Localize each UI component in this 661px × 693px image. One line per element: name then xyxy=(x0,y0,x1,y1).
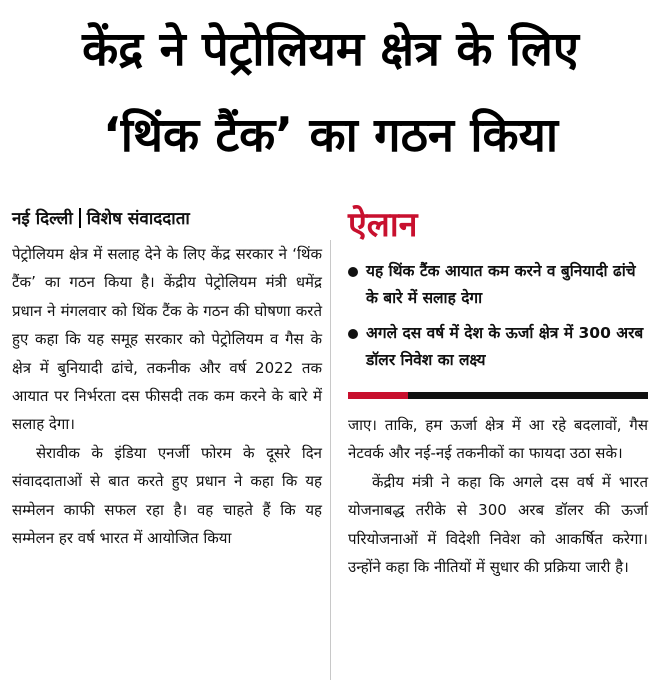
column-divider xyxy=(330,240,331,680)
byline xyxy=(12,206,190,229)
article-paragraph: जाए। ताकि, हम ऊर्जा क्षेत्र में आ रहे बदलावों, गैस नेटवर्क और नई-नई तकनीकों का फायदा उठा सके। xyxy=(348,416,648,463)
byline-separator xyxy=(79,208,81,228)
byline-author: विशेष संवाददाता xyxy=(86,209,190,229)
sidebar-rule-bar xyxy=(408,392,648,399)
article-column-right xyxy=(348,411,648,581)
sidebar-bullet-item xyxy=(348,258,648,312)
sidebar-rule xyxy=(348,392,648,399)
sidebar-rule-accent xyxy=(348,392,408,399)
sidebar-heading: ऐलान xyxy=(348,205,418,245)
sidebar-bullet-text: अगले दस वर्ष में देश के ऊर्जा क्षेत्र में 300 अरब डॉलर निवेश का लक्ष्य xyxy=(366,324,644,369)
bullet-dot-icon xyxy=(348,329,358,339)
article-paragraph: केंद्रीय मंत्री ने कहा कि अगले दस वर्ष में भारत योजनाबद्ध तरीके से 300 अरब डॉलर की ऊर्जा परियोजनाओं में विदेशी निवेश को आकर्षित करेगा। उन्होंने कहा कि नीतियों में सुधार की प्रक्रिया जारी है। xyxy=(348,472,648,577)
sidebar-bullet-item xyxy=(348,320,648,374)
sidebar-bullet-text: यह थिंक टैंक आयात कम करने व बुनियादी ढांचे के बारे में सलाह देगा xyxy=(366,262,636,307)
byline-place: नई दिल्ली xyxy=(12,209,73,229)
headline-line-1: केंद्र ने पेट्रोलियम क्षेत्र के लिए xyxy=(82,22,579,77)
bullet-dot-icon xyxy=(348,267,358,277)
article-paragraph: सेरावीक के इंडिया एनर्जी फोरम के दूसरे दिन संवाददाताओं से बात करते हुए प्रधान ने कहा कि यह सम्मेलन काफी सफल रहा है। वह चाहते हैं कि यह सम्मेलन हर वर्ष भारत में आयोजित किया xyxy=(12,443,322,548)
article-column-left xyxy=(12,240,322,552)
article-paragraph: पेट्रोलियम क्षेत्र में सलाह देने के लिए केंद्र सरकार ने ‘थिंक टैंक’ का गठन किया है। केंद्रीय पेट्रोलियम मंत्री धमेंद्र प्रधान ने मंगलवार को थिंक टैंक के गठन की घोषणा करते हुए कहा कि यह समूह सरकार को पेट्रोलियम व गैस के क्षेत्र में बुनियादी ढांचे, तकनीक और वर्ष 2022 तक आयात पर निर्भरता दस फीसदी तक कम करने के बारे में सलाह देगा। xyxy=(12,245,322,434)
headline-line-2: ‘थिंक टैंक’ का गठन किया xyxy=(102,108,559,163)
sidebar-bullet-list xyxy=(348,258,648,382)
